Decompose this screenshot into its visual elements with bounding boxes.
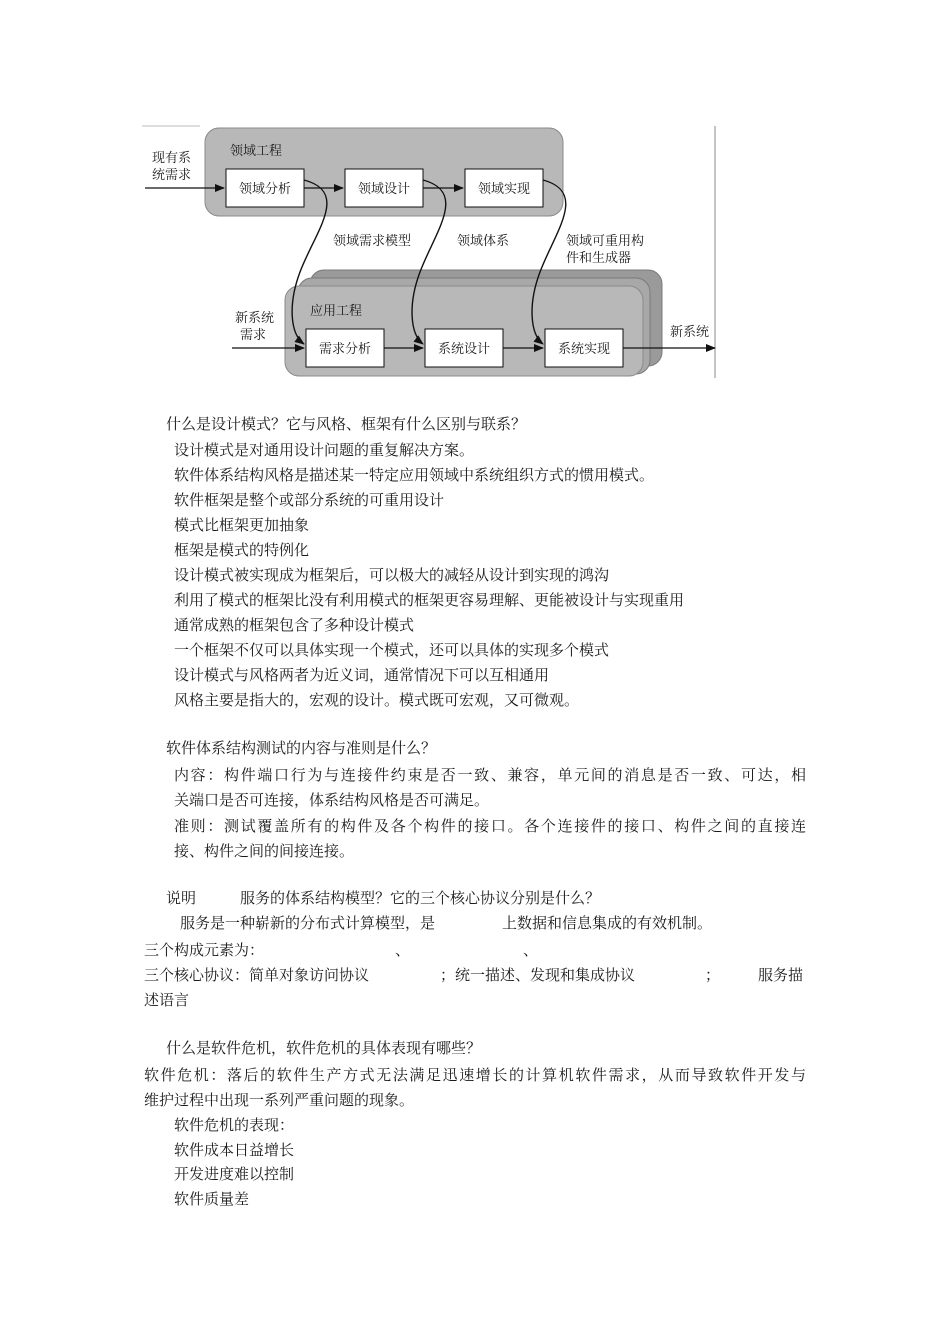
domain-box-impl-label: 领域实现 (477, 182, 531, 197)
s1-line-9: 一个框架不仅可以具体实现一个模式，还可以具体的实现多个模式 (174, 641, 610, 659)
s3-question-prefix: 说明 (166, 889, 197, 907)
s3-elements-label: 三个构成元素为： (144, 941, 265, 959)
s3-protocols-part5: 述语言 (144, 991, 190, 1009)
question-software-crisis: 什么是软件危机，软件危机的具体表现有哪些？ (166, 1039, 482, 1057)
app-box-system-implementation (545, 329, 623, 367)
app-box-impl-label: 系统实现 (557, 342, 611, 357)
s4-symptom-1: 软件成本日益增长 (174, 1141, 295, 1159)
link-label-reusable-line2: 件和生成器 (566, 251, 632, 266)
domain-box-analysis-label: 领域分析 (238, 182, 292, 197)
link-label-architecture: 领域体系 (457, 234, 510, 249)
question-architecture-testing: 软件体系结构测试的内容与准则是什么？ (166, 739, 437, 757)
s3-question-main: 服务的体系结构模型？它的三个核心协议分别是什么？ (240, 889, 601, 907)
s3-intro-part1: 服务是一种崭新的分布式计算模型，是 (180, 914, 436, 932)
domain-application-engineering-diagram (140, 122, 720, 384)
s2-content-line2: 关端口是否可连接，体系结构风格是否可满足。 (174, 791, 490, 809)
s1-line-10: 设计模式与风格两者为近义词，通常情况下可以互相通用 (174, 666, 550, 684)
s1-line-3: 软件框架是整个或部分系统的可重用设计 (174, 491, 445, 509)
domain-box-implementation (465, 169, 543, 207)
domain-group-label: 领域工程 (230, 144, 283, 159)
s2-content-line1: 内容：构件端口行为与连接件约束是否一致、兼容，单元间的消息是否一致、可达，相 (174, 766, 806, 784)
domain-box-analysis (226, 169, 304, 207)
input-existing-line2: 统需求 (152, 168, 192, 183)
s4-definition-line1: 软件危机：落后的软件生产方式无法满足迅速增长的计算机软件需求，从而导致软件开发与 (144, 1066, 806, 1084)
s1-line-1: 设计模式是对通用设计问题的重复解决方案。 (174, 441, 475, 459)
app-box-req-label: 需求分析 (318, 342, 372, 357)
s3-protocols-part1: 三个核心协议：简单对象访问协议 (144, 966, 370, 984)
input-new-line1: 新系统 (235, 311, 275, 326)
question-design-pattern: 什么是设计模式？它与风格、框架有什么区别与联系？ (166, 415, 527, 433)
link-label-reusable-line1: 领域可重用构 (566, 234, 645, 249)
s4-symptom-3: 软件质量差 (174, 1190, 250, 1208)
output-new-system: 新系统 (670, 325, 710, 340)
s3-protocols-part4: 服务描 (758, 966, 804, 984)
s1-line-7: 利用了模式的框架比没有利用模式的框架更容易理解、更能被设计与实现重用 (174, 591, 685, 609)
app-box-design-label: 系统设计 (437, 342, 491, 357)
s2-criteria-line1: 准则：测试覆盖所有的构件及各个构件的接口。各个连接件的接口、构件之间的直接连 (174, 817, 806, 835)
s3-protocols-part3: ； (705, 966, 721, 984)
s1-line-8: 通常成熟的框架包含了多种设计模式 (174, 616, 415, 634)
app-group-label: 应用工程 (310, 304, 363, 319)
domain-box-design-label: 领域设计 (357, 182, 411, 197)
s4-definition-line2: 维护过程中出现一系列严重问题的现象。 (144, 1091, 415, 1109)
domain-box-design (345, 169, 423, 207)
link-label-requirements-model: 领域需求模型 (333, 234, 412, 249)
input-new-line2: 需求 (240, 328, 267, 343)
s3-protocols-part2: ；统一描述、发现和集成协议 (440, 966, 636, 984)
s4-symptom-2: 开发进度难以控制 (174, 1165, 295, 1183)
s1-line-5: 框架是模式的特例化 (174, 541, 310, 559)
s4-symptoms-title: 软件危机的表现： (174, 1116, 295, 1134)
s1-line-4: 模式比框架更加抽象 (174, 516, 310, 534)
input-existing-line1: 现有系 (152, 151, 192, 166)
s1-line-11: 风格主要是指大的，宏观的设计。模式既可宏观，又可微观。 (174, 691, 580, 709)
s3-elements-sep1: 、 (395, 941, 411, 959)
s2-criteria-line2: 接、构件之间的间接连接。 (174, 842, 355, 860)
s1-line-2: 软件体系结构风格是描述某一特定应用领域中系统组织方式的惯用模式。 (174, 466, 655, 484)
app-box-system-design (425, 329, 503, 367)
s1-line-6: 设计模式被实现成为框架后，可以极大的减轻从设计到实现的鸿沟 (174, 566, 610, 584)
app-box-requirements (306, 329, 384, 367)
s3-intro-part2: 上数据和信息集成的有效机制。 (502, 914, 713, 932)
diagram-svg (140, 122, 720, 384)
s3-elements-sep2: 、 (523, 941, 539, 959)
